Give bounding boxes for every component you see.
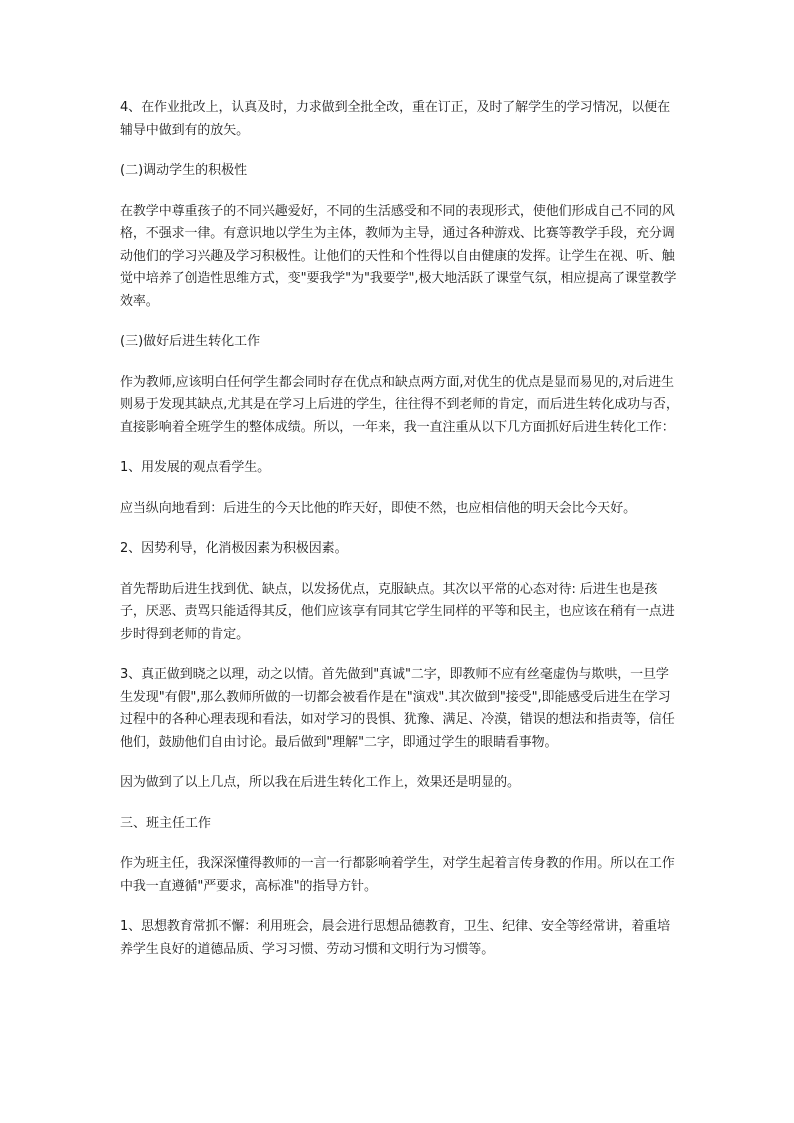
paragraph-class-teacher-intro: 作为班主任，我深深懂得教师的一言一行都影响着学生，对学生起着言传身教的作用。所以在工作中我一直遵循"严要求，高标准"的指导方针。: [120, 856, 675, 894]
paragraph-ideological-education: 1、思想教育常抓不懈：利用班会，晨会进行思想品德教育，卫生、纪律、安全等经常讲，着重培养学生良好的道德品质、学习习惯、劳动习惯和文明行为习惯等。: [120, 919, 670, 957]
section-heading-struggling-students: (三)做好后进生转化工作: [120, 334, 261, 349]
paragraph-homework-correction: 4、在作业批改上，认真及时，力求做到全批全改，重在订正，及时了解学生的学习情况，以便在辅导中做到有的放矢。: [120, 100, 670, 138]
paragraph-result: 因为做到了以上几点，所以我在后进生转化工作上，效果还是明显的。: [120, 775, 520, 790]
document-body: [120, 97, 680, 979]
paragraph-struggling-students-intro: 作为教师,应该明白任何学生都会同时存在优点和缺点两方面,对优生的优点是显而易见的,对后进生则易于发现其缺点,尤其是在学习上后进的学生，往往得不到老师的肯定，而后进生转化成功与否，直接影响着全班学生的整体成绩。所以，一年来，我一直注重从以下几方面抓好后进生转化工作：: [120, 374, 679, 435]
section-heading-motivation: (二)调动学生的积极性: [120, 163, 248, 178]
paragraph-point-2-body: 首先帮助后进生找到优、缺点，以发扬优点，克服缺点。其次以平常的心态对待: 后进生也是孩子，厌恶、责骂只能适得其反，他们应该享有同其它学生同样的平等和民主，也应该在稍有一点进步时得到老师的肯定。: [120, 581, 675, 642]
paragraph-point-2-title: 2、因势利导，化消极因素为积极因素。: [120, 541, 348, 556]
paragraph-motivation: 在教学中尊重孩子的不同兴趣爱好，不同的生活感受和不同的表现形式，使他们形成自己不同的风格，不强求一律。有意识地以学生为主体，教师为主导，通过各种游戏、比赛等教学手段，充分调动他们的学习兴趣及学习积极性。让他们的天性和个性得以自由健康的发挥。让学生在视、听、触觉中培养了创造性思维方式，变"要我学"为"我要学",极大地活跃了课堂气氛，相应提高了课堂教学效率。: [120, 203, 677, 309]
paragraph-point-3: 3、真正做到晓之以理，动之以情。首先做到"真诚"二字，即教师不应有丝毫虚伪与欺哄，一旦学生发现"有假",那么教师所做的一切都会被看作是在"演戏".其次做到"接受",即能感受后进生在学习过程中的各种心理表现和看法，如对学习的畏惧、犹豫、满足、冷漠，错误的想法和指责等，信任他们，鼓励他们自由讨论。最后做到"理解"二字，即通过学生的眼睛看事物。: [120, 667, 675, 750]
section-heading-class-teacher: 三、班主任工作: [120, 815, 212, 831]
paragraph-point-1-body: 应当纵向地看到：后进生的今天比他的昨天好，即使不然，也应相信他的明天会比今天好。: [120, 500, 637, 516]
paragraph-point-1-title: 1、用发展的观点看学生。: [120, 460, 271, 475]
